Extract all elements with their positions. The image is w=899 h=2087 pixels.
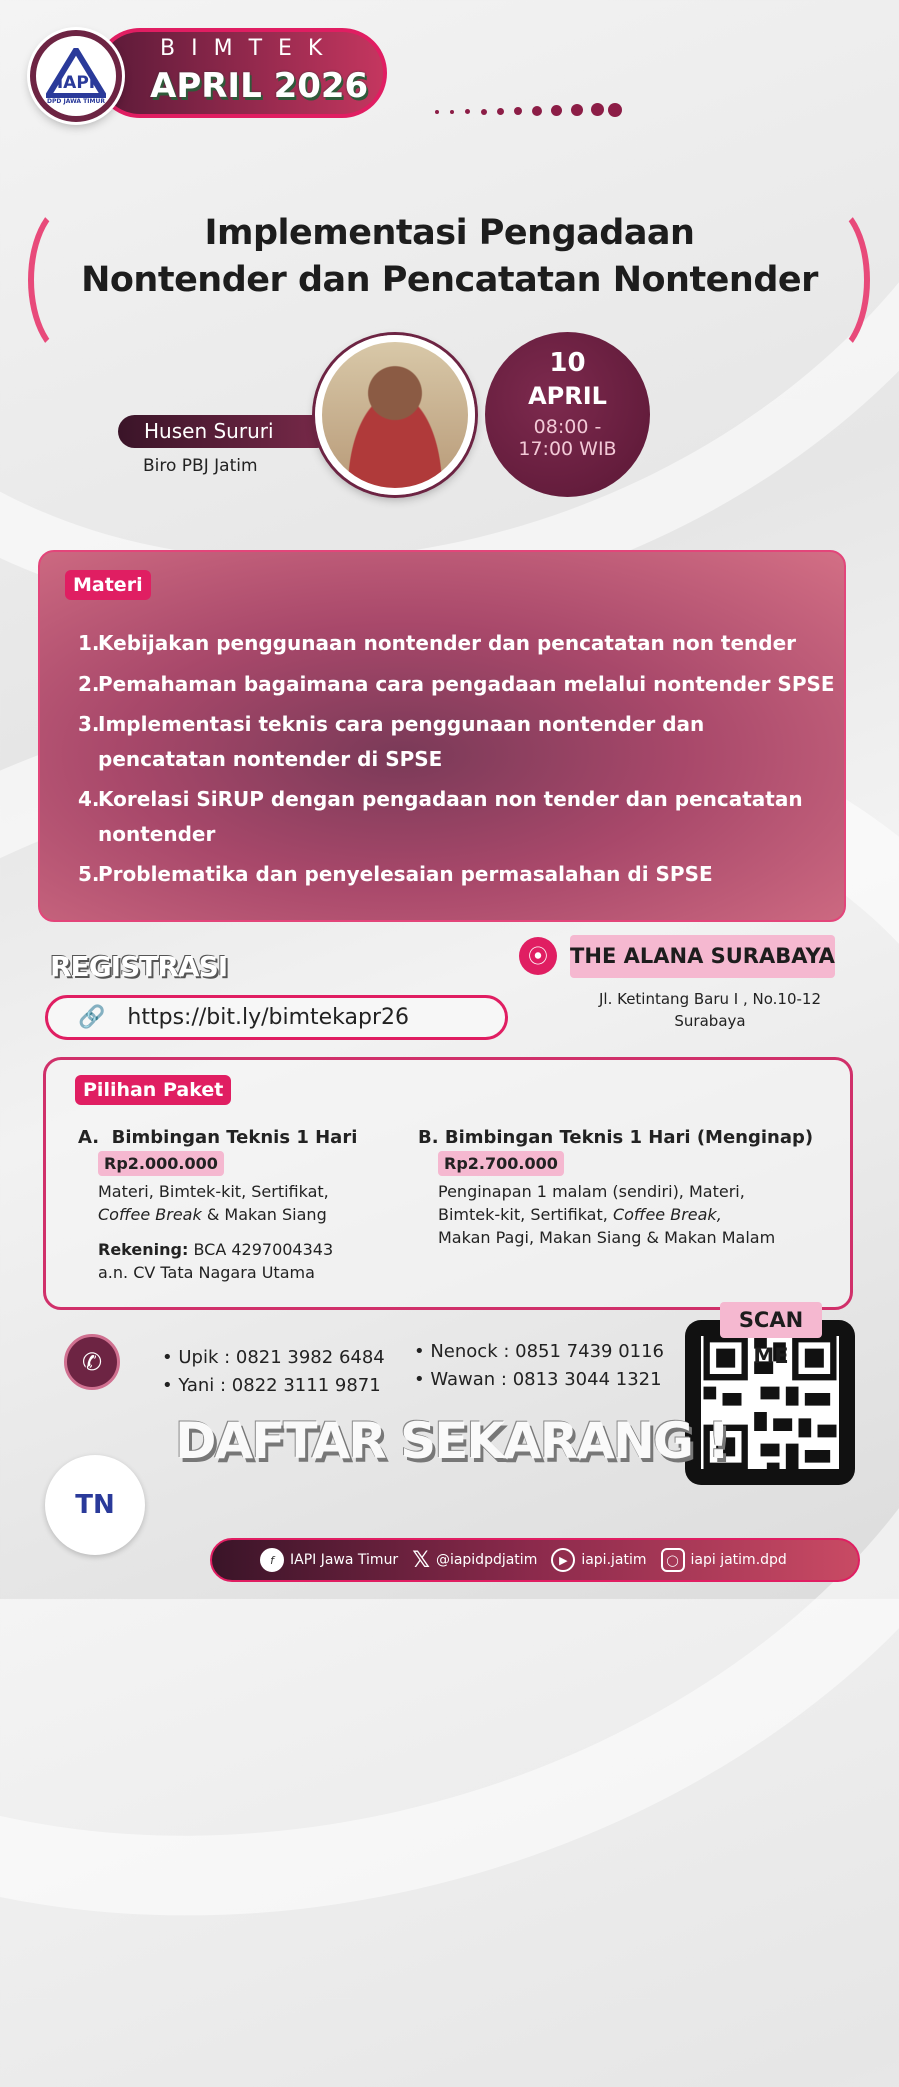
registration-link[interactable] xyxy=(45,995,508,1040)
list-item: 5. Problematika dan penyelesaian permasalahan di SPSE xyxy=(78,862,713,886)
page-title xyxy=(0,210,899,304)
materi-label: Materi xyxy=(65,570,151,600)
phone-icon: ✆ xyxy=(64,1334,120,1390)
title-line: Implementasi Pengadaan xyxy=(204,213,695,253)
iapi-logo xyxy=(30,30,122,122)
date-month: APRIL xyxy=(528,382,607,410)
svg-text:IAPI: IAPI xyxy=(56,72,96,93)
contact-item[interactable]: • Nenock : 0851 7439 0116 xyxy=(414,1341,665,1362)
package-b: B. Bimbingan Teknis 1 Hari (Menginap) Rp2.700.000 Penginapan 1 malam (sendiri), Materi, Bimtek-kit, Sertifikat, Coffee Break, Makan Pagi, Makan Siang & Makan Malam xyxy=(418,1127,814,1247)
tata-nagara-logo: TN xyxy=(45,1455,145,1555)
event-date-badge xyxy=(485,332,650,497)
instagram-icon: ◯ xyxy=(661,1548,685,1572)
list-item: 4. Korelasi SiRUP dengan pengadaan non tender dan pencatatan nontender xyxy=(78,787,803,846)
package-a-price: Rp2.000.000 xyxy=(98,1151,224,1176)
contact-item[interactable]: • Yani : 0822 3111 9871 xyxy=(162,1375,381,1396)
registration-url[interactable]: https://bit.ly/bimtekapr26 xyxy=(127,1005,410,1030)
list-item: 1. Kebijakan penggunaan nontender dan pencatatan non tender xyxy=(78,631,797,655)
social-instagram[interactable]: ◯ iapi jatim.dpd xyxy=(661,1548,787,1572)
contacts-col-1 xyxy=(162,1344,385,1400)
account-label: Rekening: xyxy=(98,1240,189,1259)
eyebrow-text: BIMTEK xyxy=(160,36,339,61)
social-x[interactable]: 𝕏 @iapidpdjatim xyxy=(412,1547,538,1573)
edition-text: APRIL 2026 xyxy=(150,66,369,106)
date-day: 10 xyxy=(549,348,586,378)
location-pin-icon: ⦿ xyxy=(519,937,557,975)
time-start: 08:00 - xyxy=(533,416,602,438)
packages-label: Pilihan Paket xyxy=(75,1075,231,1105)
logo-subtext: DPD JAWA TIMUR xyxy=(47,97,105,105)
social-facebook[interactable]: f IAPI Jawa Timur xyxy=(260,1548,398,1572)
register-now-cta[interactable]: DAFTAR SEKARANG ! xyxy=(175,1412,729,1470)
package-a-name: Bimbingan Teknis 1 Hari xyxy=(111,1127,358,1148)
speaker-photo xyxy=(315,335,475,495)
speaker-name-pill xyxy=(118,415,333,448)
contacts-col-2 xyxy=(414,1338,664,1394)
facebook-icon: f xyxy=(260,1548,284,1572)
materi-list xyxy=(78,626,838,892)
youtube-icon: ▶ xyxy=(551,1548,575,1572)
registration-heading: REGISTRASI xyxy=(50,950,228,983)
package-b-price: Rp2.700.000 xyxy=(438,1151,564,1176)
account-name: a.n. CV Tata Nagara Utama xyxy=(98,1263,315,1282)
scan-me-label: SCAN ME xyxy=(720,1302,822,1338)
package-b-name: Bimbingan Teknis 1 Hari (Menginap) xyxy=(444,1127,814,1148)
venue-name: THE ALANA SURABAYA xyxy=(570,935,835,978)
link-icon: 🔗 xyxy=(78,1005,106,1030)
social-bar xyxy=(210,1538,860,1582)
account-number: BCA 4297004343 xyxy=(188,1240,334,1259)
social-youtube[interactable]: ▶ iapi.jatim xyxy=(551,1548,646,1572)
speaker-name: Husen Sururi xyxy=(144,419,274,443)
package-a: A. Bimbingan Teknis 1 Hari Rp2.000.000 Materi, Bimtek-kit, Sertifikat, Coffee Break & Makan Siang Rekening: BCA 4297004343 a.n. CV Tata Nagara Utama xyxy=(78,1127,358,1282)
speaker-org: Biro PBJ Jatim xyxy=(143,456,258,476)
list-item: 3. Implementasi teknis cara penggunaan nontender dan pencatatan nontender di SPSE xyxy=(78,712,705,771)
venue-address: Jl. Ketintang Baru I , No.10-12 Surabaya xyxy=(598,990,821,1030)
contact-item[interactable]: • Wawan : 0813 3044 1321 xyxy=(414,1369,662,1390)
contact-item[interactable]: • Upik : 0821 3982 6484 xyxy=(162,1347,385,1368)
time-end: 17:00 WIB xyxy=(518,438,617,460)
title-line: Nontender dan Pencatatan Nontender xyxy=(81,260,818,300)
list-item: 2. Pemahaman bagaimana cara pengadaan melalui nontender SPSE xyxy=(78,671,835,696)
x-icon: 𝕏 xyxy=(412,1547,430,1573)
